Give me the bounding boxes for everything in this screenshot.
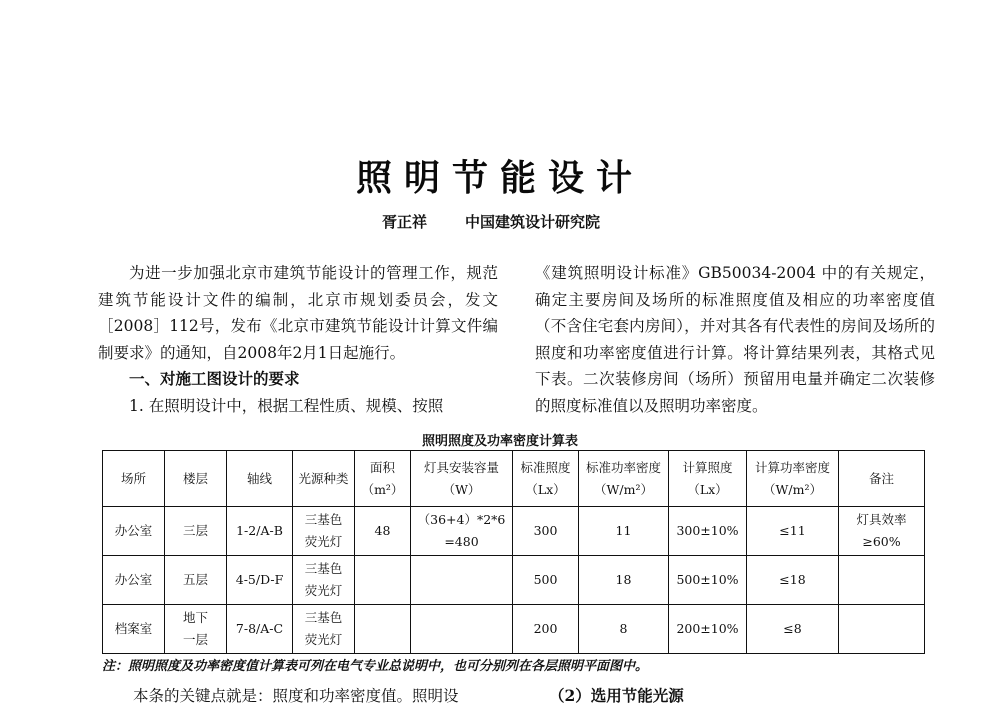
cell-installed-power: （36+4）*2*6 =480 <box>411 507 513 556</box>
table-title: 照明照度及功率密度计算表 <box>421 434 578 449</box>
cell-standard-density: 8 <box>579 605 669 654</box>
cell-area: 48 <box>355 507 411 556</box>
table-row <box>103 556 925 605</box>
cell-floor: 地下 一层 <box>165 605 227 654</box>
cell-place: 办公室 <box>103 556 165 605</box>
paragraph: 1. 在照明设计中，根据工程性质、规模、按照 <box>129 396 444 415</box>
header-cell: 场所 <box>103 451 165 507</box>
bottom-right-heading: （2）选用节能光源 <box>549 686 684 705</box>
header-cell: 光源种类 <box>293 451 355 507</box>
cell-standard-lux: 200 <box>513 605 579 654</box>
cell-area <box>355 556 411 605</box>
cell-remark <box>839 556 925 605</box>
lighting-calculation-table <box>102 450 925 654</box>
cell-axis: 1-2/A-B <box>227 507 293 556</box>
cell-area <box>355 605 411 654</box>
cell-axis: 7-8/A-C <box>227 605 293 654</box>
cell-calculated-lux: 300±10% <box>669 507 747 556</box>
cell-standard-lux: 300 <box>513 507 579 556</box>
cell-light-source: 三基色 荧光灯 <box>293 507 355 556</box>
cell-calculated-lux: 200±10% <box>669 605 747 654</box>
author-organization: 中国建筑设计研究院 <box>465 213 601 231</box>
cell-calculated-density: ≤8 <box>747 605 839 654</box>
paragraph: 为进一步加强北京市建筑节能设计的管理工作，规范建筑节能设计文件的编制，北京市规划委员会，发文［2008］112号，发布《北京市建筑节能设计计算文件编制要求》的通知，自2008年2月1日起施行。 <box>98 264 498 362</box>
header-cell: 标准功率密度 （W/m²） <box>579 451 669 507</box>
header-cell: 计算照度 （Lx） <box>669 451 747 507</box>
table-row <box>103 507 925 556</box>
cell-installed-power <box>411 556 513 605</box>
bottom-left-text: 本条的关键点就是：照度和功率密度值。照明设 <box>133 687 459 705</box>
cell-calculated-lux: 500±10% <box>669 556 747 605</box>
cell-floor: 三层 <box>165 507 227 556</box>
header-cell: 灯具安装容量 （W） <box>411 451 513 507</box>
left-column <box>98 260 498 419</box>
cell-place: 办公室 <box>103 507 165 556</box>
cell-standard-density: 18 <box>579 556 669 605</box>
header-cell: 楼层 <box>165 451 227 507</box>
cell-calculated-density: ≤18 <box>747 556 839 605</box>
right-column <box>535 260 935 419</box>
cell-remark <box>839 605 925 654</box>
cell-axis: 4-5/D-F <box>227 556 293 605</box>
cell-standard-density: 11 <box>579 507 669 556</box>
paragraph: 《建筑照明设计标准》GB50034-2004 中的有关规定，确定主要房间及场所的标准照度值及相应的功率密度值（不含住宅套内房间），并对其各有代表性的房间及场所的照度和功率密度值进行计算。将计算结果列表，其格式见下表。二次装修房间（场所）预留用电量并确定二次装修的照度标准值以及照明功率密度。 <box>535 264 935 415</box>
header-cell: 计算功率密度 （W/m²） <box>747 451 839 507</box>
cell-installed-power <box>411 605 513 654</box>
header-cell: 标准照度 （Lx） <box>513 451 579 507</box>
cell-place: 档案室 <box>103 605 165 654</box>
byline <box>382 211 600 232</box>
article-title: 照明节能设计 <box>355 158 644 199</box>
table-row <box>103 605 925 654</box>
cell-standard-lux: 500 <box>513 556 579 605</box>
section-heading: 一、对施工图设计的要求 <box>129 369 300 388</box>
header-cell: 面积 （m²） <box>355 451 411 507</box>
header-cell: 备注 <box>839 451 925 507</box>
author-name: 胥正祥 <box>382 213 428 231</box>
cell-light-source: 三基色 荧光灯 <box>293 605 355 654</box>
header-cell: 轴线 <box>227 451 293 507</box>
table-note: 注：照明照度及功率密度值计算表可列在电气专业总说明中，也可分别列在各层照明平面图中。 <box>102 659 649 674</box>
cell-remark: 灯具效率 ≥60% <box>839 507 925 556</box>
cell-calculated-density: ≤11 <box>747 507 839 556</box>
cell-floor: 五层 <box>165 556 227 605</box>
table-header-row <box>103 451 925 507</box>
cell-light-source: 三基色 荧光灯 <box>293 556 355 605</box>
